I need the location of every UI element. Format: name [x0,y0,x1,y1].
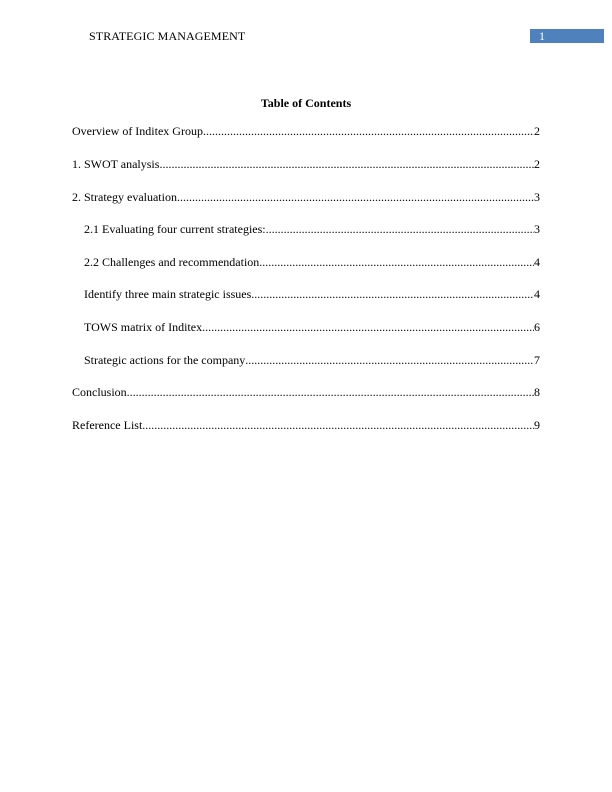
toc-entry-challenges[interactable] [84,255,540,269]
toc-entry-page: 9 [534,418,540,432]
toc-entry-page: 4 [534,287,540,301]
toc-entry-evaluating-strategies[interactable] [84,222,540,236]
toc-entry-tows-matrix[interactable] [84,320,540,334]
running-head: STRATEGIC MANAGEMENT [89,29,246,43]
toc-entry-overview[interactable] [72,124,540,138]
toc-leader-dots [127,385,534,399]
toc-entry-page: 8 [534,385,540,399]
toc-entry-page: 3 [534,190,540,204]
toc-leader-dots [203,124,534,138]
toc-entry-strategic-issues[interactable] [84,287,540,301]
toc-entry-label: 1. SWOT analysis [72,157,160,171]
toc-leader-dots [202,320,534,334]
toc-entry-reference-list[interactable] [72,418,540,432]
toc-entry-swot[interactable] [72,157,540,171]
toc-leader-dots [266,222,534,236]
toc-entry-label: 2.2 Challenges and recommendation [84,255,260,269]
toc-entry-page: 3 [534,222,540,236]
toc-entry-label: Identify three main strategic issues [84,287,252,301]
toc-entry-page: 2 [534,124,540,138]
toc-entry-strategic-actions[interactable] [84,353,540,367]
toc-entry-label: 2. Strategy evaluation [72,190,177,204]
toc-entry-page: 6 [534,320,540,334]
toc-leader-dots [245,353,534,367]
toc-entry-label: 2.1 Evaluating four current strategies: [84,222,266,236]
toc-entry-label: Overview of Inditex Group [72,124,203,138]
toc-entry-label: TOWS matrix of Inditex [84,320,203,334]
toc-leader-dots [177,190,534,204]
toc-entry-page: 7 [534,353,540,367]
toc-entry-label: Conclusion [72,385,127,399]
toc-entry-strategy-evaluation[interactable] [72,190,540,204]
toc-entry-label: Reference List [72,418,143,432]
toc-leader-dots [159,157,534,171]
toc-leader-dots [251,287,534,301]
toc-leader-dots [259,255,534,269]
toc-title: Table of Contents [260,96,352,110]
toc-entry-label: Strategic actions for the company [84,353,246,367]
page-number-box [530,29,604,43]
toc-entry-conclusion[interactable] [72,385,540,399]
toc-leader-dots [142,418,534,432]
toc-entry-page: 4 [534,255,540,269]
page-number: 1 [539,29,545,43]
toc-entry-page: 2 [534,157,540,171]
